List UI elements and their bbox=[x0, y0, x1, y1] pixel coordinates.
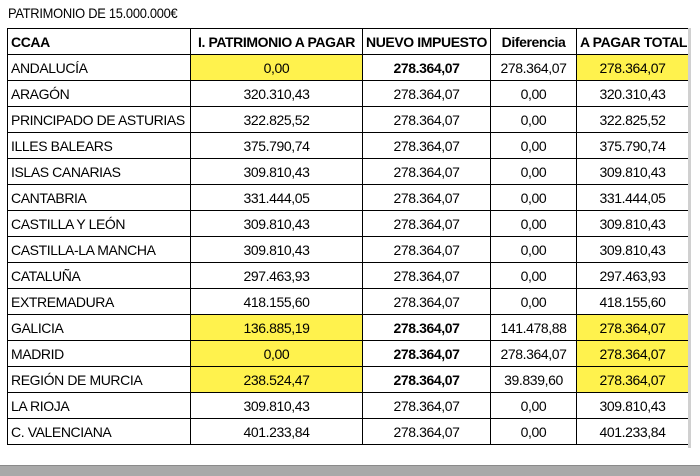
cell-diferencia: 0,00 bbox=[491, 107, 577, 133]
cell-ccaa: PRINCIPADO DE ASTURIAS bbox=[8, 107, 191, 133]
cell-a-pagar-total: 309.810,43 bbox=[577, 159, 689, 185]
header-diferencia: Diferencia bbox=[491, 29, 577, 55]
header-patrimonio: I. PATRIMONIO A PAGAR bbox=[191, 29, 363, 55]
cell-a-pagar-total: 418.155,60 bbox=[577, 289, 689, 315]
cell-patrimonio: 331.444,05 bbox=[191, 185, 363, 211]
page-title: PATRIMONIO DE 15.000.000€ bbox=[8, 5, 178, 21]
cell-a-pagar-total: 278.364,07 bbox=[577, 55, 689, 81]
cell-ccaa: EXTREMADURA bbox=[8, 289, 191, 315]
cell-a-pagar-total: 278.364,07 bbox=[577, 367, 689, 393]
cell-diferencia: 278.364,07 bbox=[491, 341, 577, 367]
table-row bbox=[8, 341, 689, 367]
cell-patrimonio: 136.885,19 bbox=[191, 315, 363, 341]
cell-patrimonio: 309.810,43 bbox=[191, 159, 363, 185]
cell-nuevo-impuesto: 278.364,07 bbox=[363, 237, 491, 263]
cell-ccaa: C. VALENCIANA bbox=[8, 419, 191, 445]
cell-diferencia: 39.839,60 bbox=[491, 367, 577, 393]
cell-patrimonio: 322.825,52 bbox=[191, 107, 363, 133]
cell-ccaa: CANTABRIA bbox=[8, 185, 191, 211]
cell-ccaa: ANDALUCÍA bbox=[8, 55, 191, 81]
cell-nuevo-impuesto: 278.364,07 bbox=[363, 341, 491, 367]
cell-a-pagar-total: 278.364,07 bbox=[577, 341, 689, 367]
table-row bbox=[8, 393, 689, 419]
table-row bbox=[8, 315, 689, 341]
cell-patrimonio: 401.233,84 bbox=[191, 419, 363, 445]
cell-a-pagar-total: 297.463,93 bbox=[577, 263, 689, 289]
bottom-bar bbox=[0, 465, 700, 476]
cell-nuevo-impuesto: 278.364,07 bbox=[363, 263, 491, 289]
table-row bbox=[8, 211, 689, 237]
cell-a-pagar-total: 309.810,43 bbox=[577, 211, 689, 237]
cell-diferencia: 0,00 bbox=[491, 185, 577, 211]
cell-a-pagar-total: 309.810,43 bbox=[577, 237, 689, 263]
cell-diferencia: 0,00 bbox=[491, 81, 577, 107]
cell-nuevo-impuesto: 278.364,07 bbox=[363, 133, 491, 159]
table-row bbox=[8, 159, 689, 185]
cell-nuevo-impuesto: 278.364,07 bbox=[363, 419, 491, 445]
table-row bbox=[8, 81, 689, 107]
table-row bbox=[8, 55, 689, 81]
cell-a-pagar-total: 331.444,05 bbox=[577, 185, 689, 211]
cell-ccaa: ISLAS CANARIAS bbox=[8, 159, 191, 185]
cell-diferencia: 0,00 bbox=[491, 211, 577, 237]
header-a-pagar-total: A PAGAR TOTAL bbox=[577, 29, 689, 55]
header-row bbox=[8, 29, 689, 55]
cell-nuevo-impuesto: 278.364,07 bbox=[363, 367, 491, 393]
cell-ccaa: ILLES BALEARS bbox=[8, 133, 191, 159]
table-row bbox=[8, 367, 689, 393]
cell-ccaa: LA RIOJA bbox=[8, 393, 191, 419]
cell-patrimonio: 0,00 bbox=[191, 341, 363, 367]
cell-patrimonio: 0,00 bbox=[191, 55, 363, 81]
cell-diferencia: 278.364,07 bbox=[491, 55, 577, 81]
cell-a-pagar-total: 322.825,52 bbox=[577, 107, 689, 133]
cell-nuevo-impuesto: 278.364,07 bbox=[363, 393, 491, 419]
table-row bbox=[8, 237, 689, 263]
cell-patrimonio: 309.810,43 bbox=[191, 211, 363, 237]
cell-nuevo-impuesto: 278.364,07 bbox=[363, 289, 491, 315]
patrimonio-table bbox=[7, 28, 689, 445]
cell-a-pagar-total: 309.810,43 bbox=[577, 393, 689, 419]
cell-patrimonio: 309.810,43 bbox=[191, 393, 363, 419]
cell-ccaa: ARAGÓN bbox=[8, 81, 191, 107]
cell-nuevo-impuesto: 278.364,07 bbox=[363, 211, 491, 237]
cell-patrimonio: 320.310,43 bbox=[191, 81, 363, 107]
cell-nuevo-impuesto: 278.364,07 bbox=[363, 81, 491, 107]
cell-nuevo-impuesto: 278.364,07 bbox=[363, 159, 491, 185]
cell-diferencia: 0,00 bbox=[491, 393, 577, 419]
cell-patrimonio: 309.810,43 bbox=[191, 237, 363, 263]
table-row bbox=[8, 289, 689, 315]
cell-diferencia: 0,00 bbox=[491, 419, 577, 445]
cell-patrimonio: 297.463,93 bbox=[191, 263, 363, 289]
table-row bbox=[8, 133, 689, 159]
cell-diferencia: 0,00 bbox=[491, 237, 577, 263]
cell-diferencia: 0,00 bbox=[491, 133, 577, 159]
cell-nuevo-impuesto: 278.364,07 bbox=[363, 315, 491, 341]
cell-diferencia: 0,00 bbox=[491, 289, 577, 315]
cell-ccaa: GALICIA bbox=[8, 315, 191, 341]
cell-patrimonio: 375.790,74 bbox=[191, 133, 363, 159]
cell-diferencia: 0,00 bbox=[491, 263, 577, 289]
table-row bbox=[8, 263, 689, 289]
cell-ccaa: CASTILLA Y LEÓN bbox=[8, 211, 191, 237]
cell-ccaa: MADRID bbox=[8, 341, 191, 367]
table-row bbox=[8, 419, 689, 445]
cell-ccaa: CATALUÑA bbox=[8, 263, 191, 289]
cell-nuevo-impuesto: 278.364,07 bbox=[363, 107, 491, 133]
cell-patrimonio: 238.524,47 bbox=[191, 367, 363, 393]
cell-patrimonio: 418.155,60 bbox=[191, 289, 363, 315]
table-row bbox=[8, 107, 689, 133]
cell-ccaa: CASTILLA-LA MANCHA bbox=[8, 237, 191, 263]
table-row bbox=[8, 185, 689, 211]
cell-diferencia: 0,00 bbox=[491, 159, 577, 185]
cell-a-pagar-total: 278.364,07 bbox=[577, 315, 689, 341]
cell-a-pagar-total: 320.310,43 bbox=[577, 81, 689, 107]
cell-a-pagar-total: 375.790,74 bbox=[577, 133, 689, 159]
cell-nuevo-impuesto: 278.364,07 bbox=[363, 55, 491, 81]
cell-diferencia: 141.478,88 bbox=[491, 315, 577, 341]
cell-ccaa: REGIÓN DE MURCIA bbox=[8, 367, 191, 393]
cell-a-pagar-total: 401.233,84 bbox=[577, 419, 689, 445]
cell-nuevo-impuesto: 278.364,07 bbox=[363, 185, 491, 211]
table-shadow bbox=[688, 28, 691, 448]
header-ccaa: CCAA bbox=[8, 29, 191, 55]
header-nuevo-impuesto: NUEVO IMPUESTO bbox=[363, 29, 491, 55]
